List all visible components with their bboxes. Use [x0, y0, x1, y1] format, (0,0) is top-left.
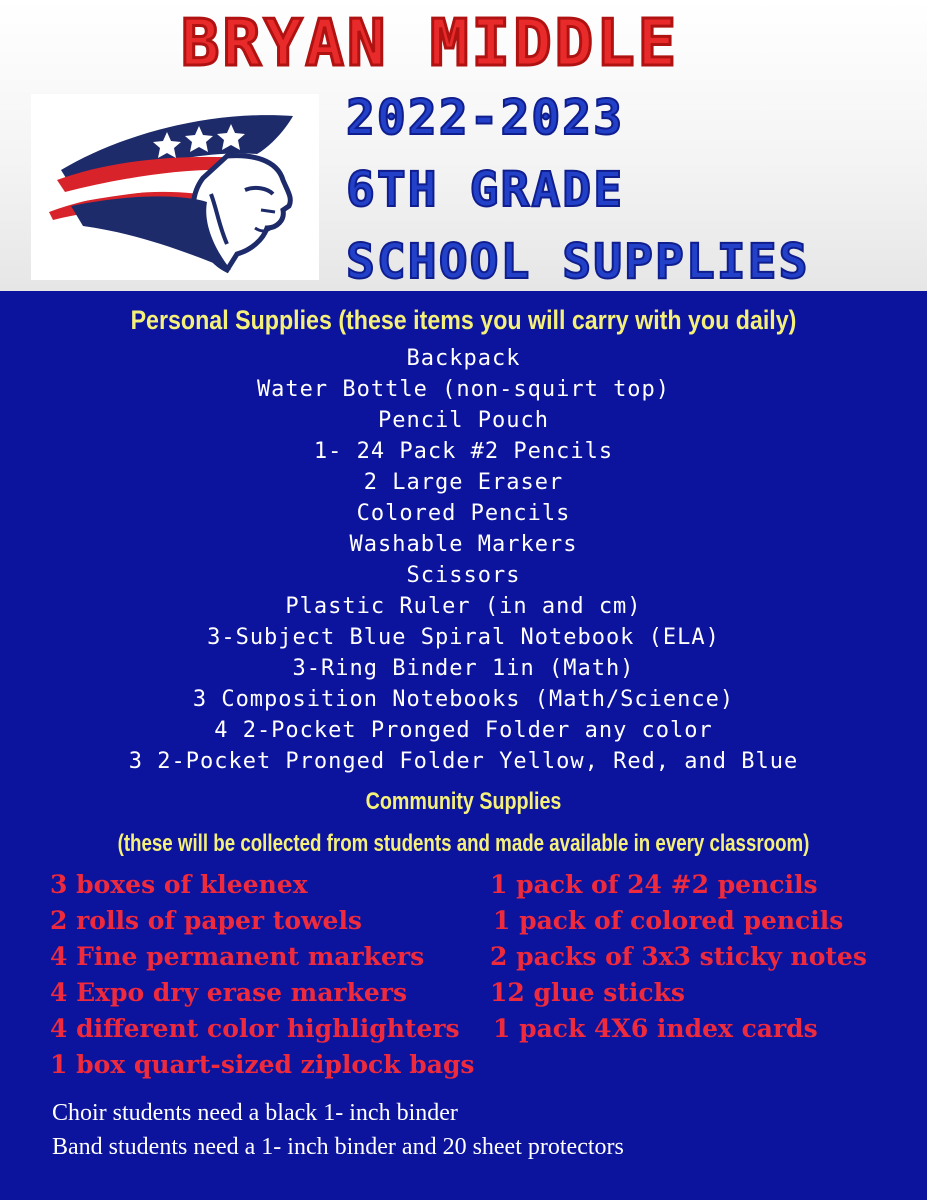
community-supplies-right-list	[490, 867, 867, 1047]
personal-supplies-list	[0, 343, 927, 777]
school-year: 2022-2023	[346, 90, 625, 146]
list-item: Washable Markers	[349, 532, 578, 557]
band-note: Band students need a 1- inch binder and 20 sheet protectors	[52, 1134, 624, 1160]
list-item: Plastic Ruler (in and cm)	[285, 594, 642, 619]
list-item: Colored Pencils	[356, 501, 571, 526]
list-item: 2 packs of 3x3 sticky notes	[490, 942, 867, 971]
supplies-body	[0, 291, 927, 1200]
list-item: 1 pack 4X6 index cards	[493, 1014, 818, 1043]
list-item: 4 Expo dry erase markers	[50, 978, 408, 1007]
personal-supplies-heading: Personal Supplies (these items you will carry with you daily)	[130, 305, 797, 335]
list-item: 2 Large Eraser	[363, 470, 564, 495]
list-item: 4 different color highlighters	[50, 1014, 460, 1043]
community-supplies-left-list	[50, 867, 475, 1083]
list-item: 1 pack of colored pencils	[493, 906, 844, 935]
list-item: Scissors	[406, 563, 521, 588]
community-supplies-note: (these will be collected from students and made available in every classroom)	[117, 830, 810, 857]
list-item: Backpack	[406, 346, 521, 371]
list-item: 3 boxes of kleenex	[50, 870, 308, 899]
school-name: BRYAN MIDDLE	[180, 7, 680, 81]
patriot-mascot-icon	[31, 94, 319, 280]
list-item: 3-Ring Binder 1in (Math)	[292, 656, 635, 681]
list-item: 4 Fine permanent markers	[50, 942, 425, 971]
list-item: 3-Subject Blue Spiral Notebook (ELA)	[207, 625, 720, 650]
list-item: 3 2-Pocket Pronged Folder Yellow, Red, and Blue	[128, 749, 799, 774]
flyer-header	[0, 0, 927, 291]
list-item: 2 rolls of paper towels	[50, 906, 363, 935]
community-supplies-heading: Community Supplies	[365, 788, 562, 815]
list-item: Water Bottle (non-squirt top)	[256, 377, 671, 402]
list-item: 1- 24 Pack #2 Pencils	[313, 439, 614, 464]
list-item: 1 pack of 24 #2 pencils	[490, 870, 818, 899]
grade-level: 6TH GRADE	[346, 162, 625, 218]
choir-note: Choir students need a black 1- inch binder	[52, 1100, 458, 1126]
list-item: 12 glue sticks	[490, 978, 685, 1007]
list-item: Pencil Pouch	[378, 408, 549, 433]
list-item: 4 2-Pocket Pronged Folder any color	[214, 718, 713, 743]
list-item: 1 box quart-sized ziplock bags	[50, 1050, 475, 1079]
page-title: SCHOOL SUPPLIES	[346, 234, 810, 290]
list-item: 3 Composition Notebooks (Math/Science)	[192, 687, 735, 712]
